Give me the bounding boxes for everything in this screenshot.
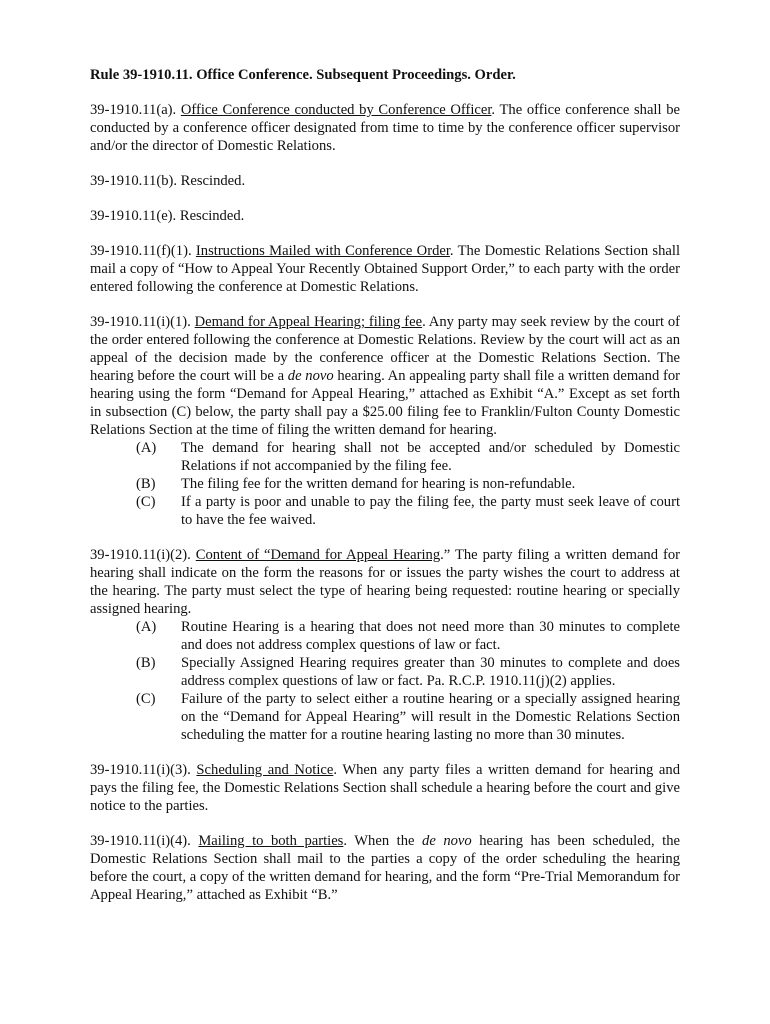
subsection-list	[90, 618, 680, 744]
section-heading: Mailing to both parties	[198, 833, 344, 849]
section-ref: 39-1910.11(i)(4).	[90, 833, 199, 849]
list-item	[90, 618, 680, 654]
list-item-text: If a party is poor and unable to pay the filing fee, the party must seek leave of court to have the fee waived.	[181, 494, 680, 528]
section-heading: Scheduling and Notice	[196, 762, 334, 778]
section-text: . The Domestic Relations Section shall mail a copy of “How to Appeal Your Recently Obtained Support Order,” to each party with the order entered following the conference at Domestic Relations.	[90, 243, 680, 295]
list-marker: (A)	[136, 619, 157, 635]
section-ref: 39-1910.11(f)(1).	[90, 243, 196, 259]
section-text: . When the	[343, 833, 423, 849]
section-heading: Office Conference conducted by Conference Officer	[180, 102, 492, 118]
italic-term: de novo	[287, 368, 334, 384]
list-marker: (B)	[136, 476, 156, 492]
paragraph-mailing-parties	[90, 832, 680, 904]
section-heading: Content of “Demand for Appeal Hearing	[195, 547, 441, 563]
section-text: . When any party files a written demand for hearing and pays the filing fee, the Domestic Relations Section shall schedule a hearing before the court and give notice to the parties.	[90, 762, 680, 814]
section-heading: Instructions Mailed with Conference Order	[195, 243, 450, 259]
section-text: .” The party filing a written demand for hearing shall indicate on the form the reasons for or issues the party wishes the court to address at the hearing. The party must select the type of hearing being requested: routine hearing or specially assigned hearing.	[90, 547, 680, 617]
list-marker: (A)	[136, 440, 157, 456]
section-ref: 39-1910.11(i)(3).	[90, 762, 197, 778]
italic-term: de novo	[422, 833, 472, 849]
rule-title: Rule 39-1910.11. Office Conference. Subsequent Proceedings. Order.	[90, 67, 516, 83]
paragraph-scheduling-notice	[90, 761, 680, 815]
section-heading: Demand for Appeal Hearing; filing fee	[194, 314, 423, 330]
paragraph-rescinded-e: 39-1910.11(e). Rescinded.	[90, 208, 245, 224]
paragraph-demand-for-appeal	[90, 313, 680, 529]
section-text: hearing. An appealing party shall file a written demand for hearing using the form “Demand for Appeal Hearing,” attached as Exhibit “A.” Except as set forth in subsection (C) below, the party shall pay a $25.00 filing fee to Franklin/Fulton County Domestic Relations Section at the time of filing the written demand for hearing.	[90, 368, 680, 438]
section-text: hearing has been scheduled, the Domestic Relations Section shall mail to the parties a copy of the order scheduling the hearing before the court, a copy of the written demand for hearing, and the form “Pre-Trial Memorandum for Appeal Hearing,” attached as Exhibit “B.”	[90, 833, 680, 903]
section-ref: 39-1910.11(a).	[90, 102, 181, 118]
section-ref: 39-1910.11(i)(2).	[90, 547, 196, 563]
list-item	[90, 654, 680, 690]
document-page	[90, 66, 680, 921]
list-item-text: Routine Hearing is a hearing that does not need more than 30 minutes to complete and does not address complex questions of law or fact.	[181, 619, 680, 653]
list-item	[90, 439, 680, 475]
list-item	[90, 493, 680, 529]
list-item	[90, 475, 680, 493]
list-item-text: Specially Assigned Hearing requires greater than 30 minutes to complete and does address complex questions of law or fact. Pa. R.C.P. 1910.11(j)(2) applies.	[181, 655, 680, 689]
paragraph-content-of-demand	[90, 546, 680, 744]
subsection-list	[90, 439, 680, 529]
section-text: . The office conference shall be conducted by a conference officer designated from time to time by the conference officer supervisor and/or the director of Domestic Relations.	[90, 102, 680, 154]
list-item-text: The demand for hearing shall not be accepted and/or scheduled by Domestic Relations if not accompanied by the filing fee.	[181, 440, 680, 474]
list-marker: (C)	[136, 494, 156, 510]
list-item-text: The filing fee for the written demand for hearing is non-refundable.	[181, 476, 576, 492]
paragraph-rescinded-b: 39-1910.11(b). Rescinded.	[90, 173, 246, 189]
paragraph-office-conference	[90, 101, 680, 155]
list-marker: (C)	[136, 691, 156, 707]
section-text: . Any party may seek review by the court of the order entered following the conference at Domestic Relations. Review by the court will act as an appeal of the decision made by the conference officer at the Domestic Relations Section. The hearing before the court will be a	[90, 314, 680, 384]
section-ref: 39-1910.11(i)(1).	[90, 314, 195, 330]
list-item	[90, 690, 680, 744]
paragraph-instructions-mailed	[90, 242, 680, 296]
list-marker: (B)	[136, 655, 156, 671]
list-item-text: Failure of the party to select either a routine hearing or a specially assigned hearing on the “Demand for Appeal Hearing” will result in the Domestic Relations Section scheduling the matter for a routine hearing lasting no more than 30 minutes.	[181, 691, 680, 743]
